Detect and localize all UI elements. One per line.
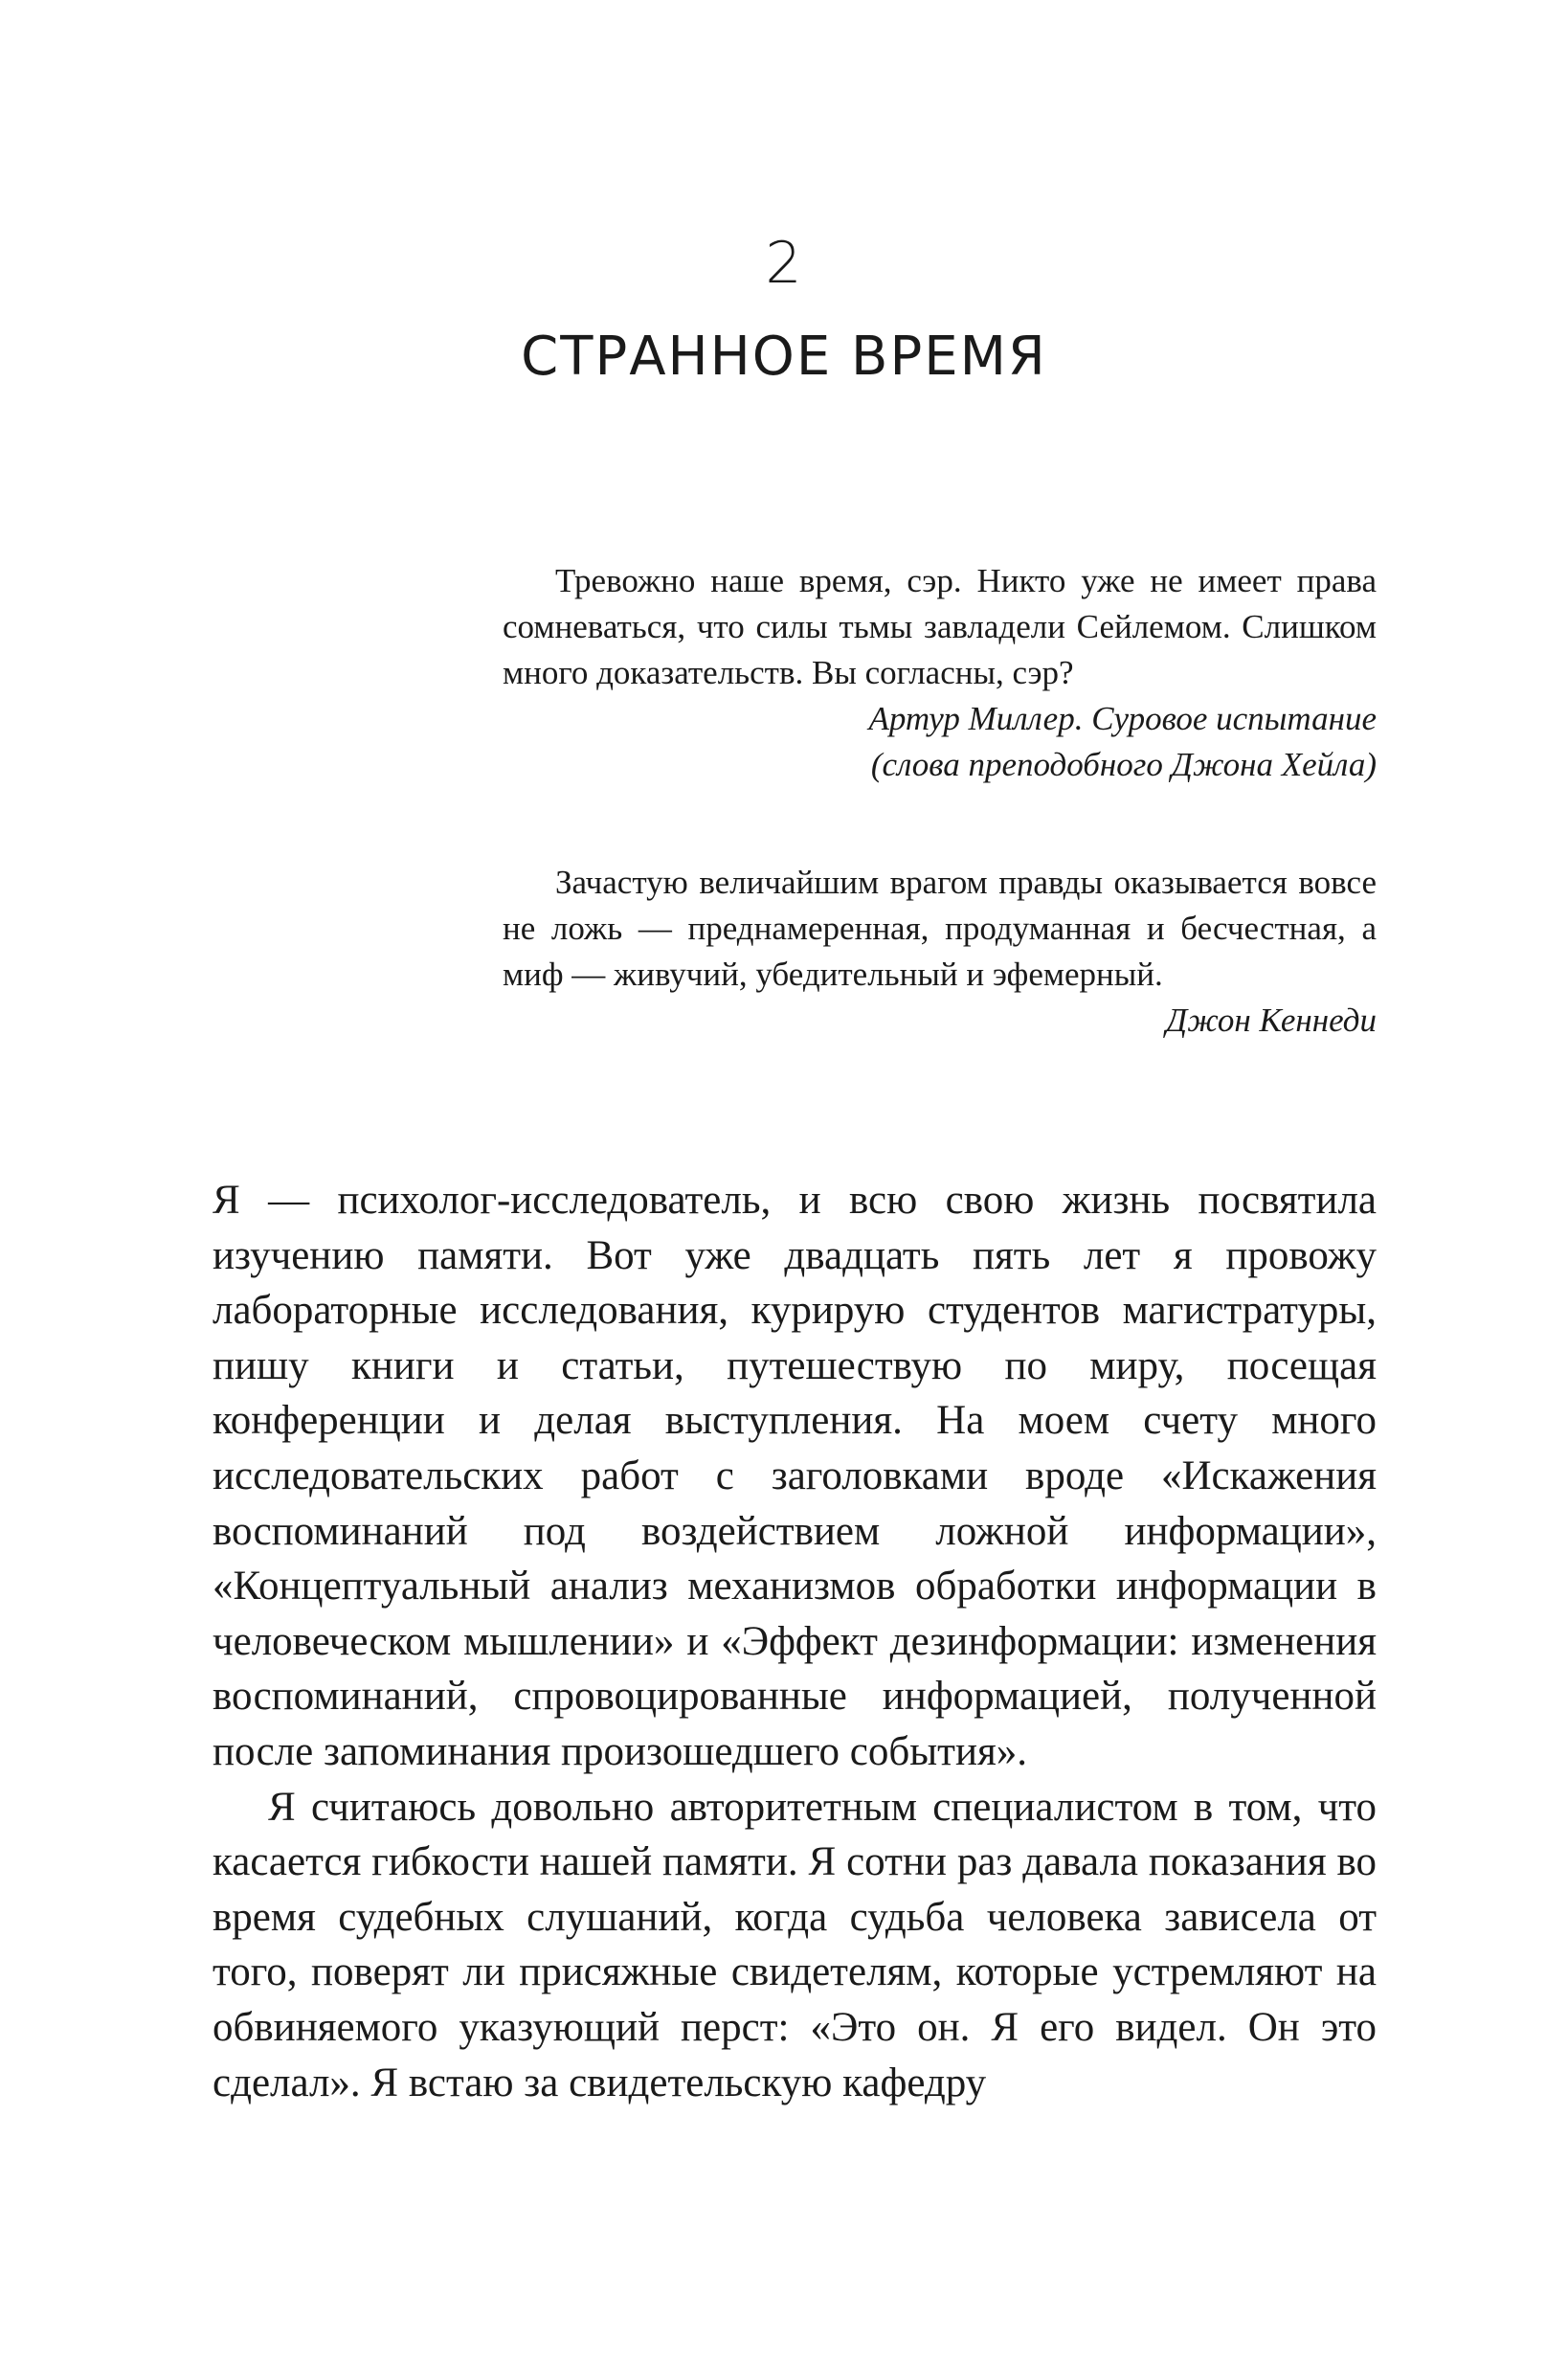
epigraph-kennedy — [503, 860, 1377, 1044]
body-text — [213, 1173, 1377, 2110]
epigraph-attribution-note: (слова преподобного Джона Хейла) — [870, 746, 1377, 783]
epigraph-attribution: Джон Кеннеди — [1165, 1002, 1377, 1039]
chapter-title: СТРАННОЕ ВРЕМЯ — [521, 326, 1047, 388]
chapter-number: 2 — [765, 230, 803, 297]
paragraph: Я — психолог-исследователь, и всю свою жизнь посвятила изучению памяти. Вот уже двадцать пять лет я провожу лабораторные исследования, курирую студентов магистратуры, пишу книги и статьи, путешествую по миру, посещая конференции и делая выступления. На моем счету много исследовательских работ с заголовками вроде «Искажения воспоминаний под воздействием ложной информации», «Концептуальный анализ механизмов обработки информации в человеческом мышлении» и «Эффект дезинформации: изменения воспоминаний, спровоцированные информацией, полученной после запоминания произошедшего события». — [213, 1178, 1377, 1774]
epigraph-attribution: Артур Миллер. Суровое испытание — [868, 700, 1377, 737]
paragraph: Я считаюсь довольно авторитетным специалистом в том, что касается гибкости нашей памяти. Я сотни раз давала показания во время судебных слушаний, когда судьба человека зависела от того, поверят ли присяжные свидетелям, которые устремляют на обвиняемого указующий перст: «Это он. Я его видел. Он это сделал». Я встаю за свидетельскую кафедру — [213, 1784, 1377, 2105]
epigraph-text: Тревожно наше время, сэр. Никто уже не имеет права сомневаться, что силы тьмы завладели Сейлемом. Слишком много доказательств. Вы согласны, сэр? — [503, 562, 1377, 691]
epigraph-text: Зачастую величайшим врагом правды оказывается вовсе не ложь — преднамеренная, продуманная и бесчестная, а миф — живучий, убедительный и эфемерный. — [503, 864, 1377, 993]
epigraph-miller — [503, 558, 1377, 788]
